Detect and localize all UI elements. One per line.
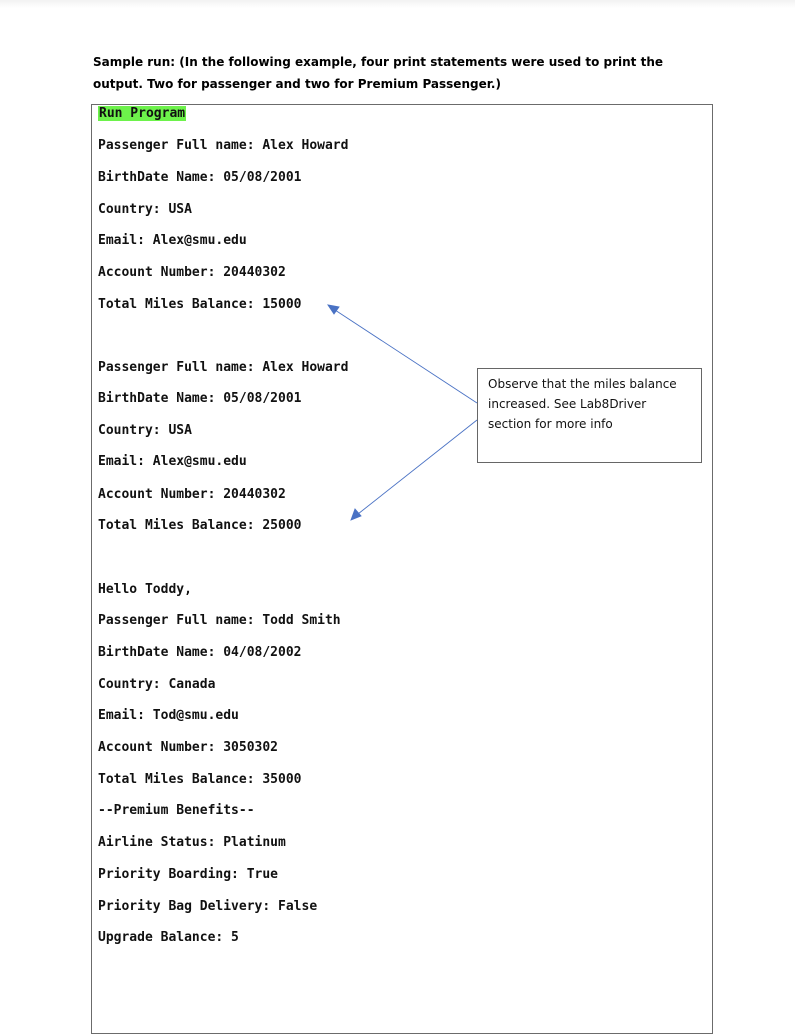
output-line: Hello Toddy, bbox=[98, 582, 192, 597]
arrowhead-icon bbox=[351, 509, 361, 520]
output-line: Account Number: 3050302 bbox=[98, 740, 279, 755]
output-line: BirthDate Name: 04/08/2002 bbox=[98, 645, 302, 660]
arrowhead-icon bbox=[328, 305, 339, 314]
output-line: Country: USA bbox=[98, 202, 192, 217]
output-line: Country: Canada bbox=[98, 677, 216, 692]
output-line: BirthDate Name: 05/08/2001 bbox=[98, 170, 302, 185]
output-line: Total Miles Balance: 25000 bbox=[98, 518, 302, 533]
output-line: Account Number: 20440302 bbox=[98, 265, 286, 280]
output-line: Email: Tod@smu.edu bbox=[98, 708, 239, 723]
output-line: Total Miles Balance: 35000 bbox=[98, 772, 302, 787]
output-line: BirthDate Name: 05/08/2001 bbox=[98, 391, 302, 406]
output-line: Email: Alex@smu.edu bbox=[98, 454, 247, 469]
arrow-to-first-balance bbox=[335, 310, 477, 403]
output-line: Account Number: 20440302 bbox=[98, 487, 286, 502]
arrow-to-second-balance bbox=[358, 420, 477, 514]
output-line: Passenger Full name: Alex Howard bbox=[98, 360, 349, 375]
run-program-highlight: Run Program bbox=[99, 106, 186, 121]
output-line: Passenger Full name: Todd Smith bbox=[98, 613, 341, 628]
output-line: --Premium Benefits-- bbox=[98, 803, 255, 818]
output-line: Total Miles Balance: 15000 bbox=[98, 297, 302, 312]
output-line: Country: USA bbox=[98, 423, 192, 438]
output-line: Passenger Full name: Alex Howard bbox=[98, 138, 349, 153]
output-line: Upgrade Balance: 5 bbox=[98, 930, 239, 945]
output-line: Priority Boarding: True bbox=[98, 867, 279, 882]
output-line: Airline Status: Platinum bbox=[98, 835, 286, 850]
annotation-callout: Observe that the miles balance increased. See Lab8Driver section for more info bbox=[477, 368, 702, 463]
intro-text: Sample run: (In the following example, four print statements were used to print the output. Two for passenger and two for Premium Passenger.) bbox=[93, 55, 663, 91]
output-line: Email: Alex@smu.edu bbox=[98, 233, 247, 248]
output-line: Priority Bag Delivery: False bbox=[98, 899, 318, 914]
